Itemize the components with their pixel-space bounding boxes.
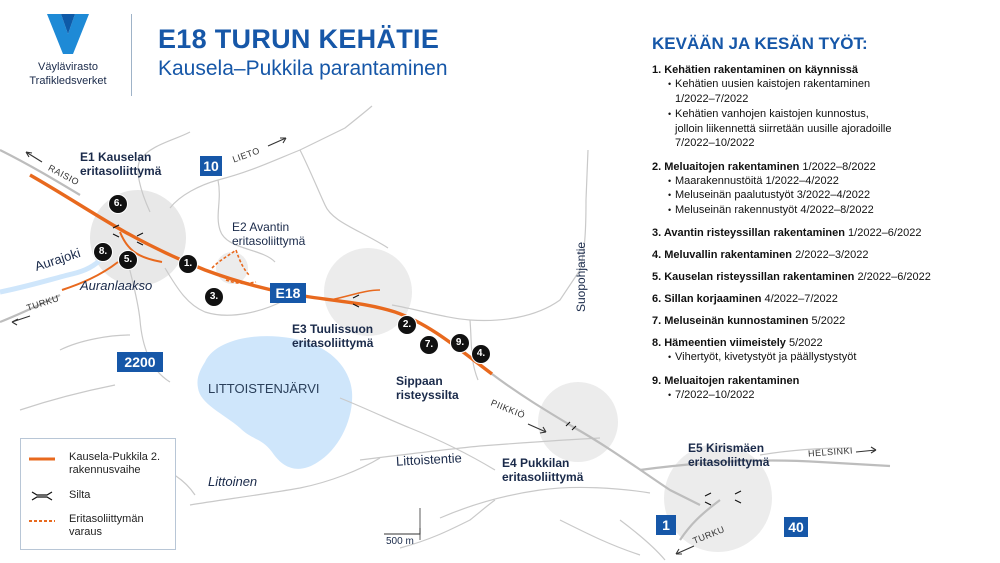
- bridge-icon: [29, 489, 55, 503]
- label-e3-line1: E3 Tuulissuon: [292, 322, 374, 336]
- work-date: 1/2022–8/2022: [802, 160, 876, 173]
- label-auranlaakso: Auranlaakso: [80, 278, 153, 293]
- label-sippaan-line2: risteyssilta: [396, 388, 459, 402]
- work-title: 8. Hämeentien viimeistely: [652, 337, 786, 349]
- work-date: 5/2022: [788, 337, 823, 349]
- work-sub: • 7/2022–10/2022: [668, 388, 992, 403]
- lake-littoistenjarvi: [197, 336, 352, 469]
- legend-reserve-label: Eritasoliittymän varaus: [69, 513, 144, 538]
- label-e5-line2: eritasoliittymä: [688, 455, 770, 469]
- marker-3[interactable]: 3.: [204, 287, 224, 307]
- work-item: [652, 249, 992, 261]
- brand: [8, 12, 128, 88]
- work-title: 4. Meluvallin rakentaminen: [652, 249, 792, 261]
- works-heading: KEVÄÄN JA KESÄN TYÖT:: [652, 34, 868, 53]
- label-littoinen: Littoinen: [208, 474, 258, 489]
- work-item: [652, 64, 992, 151]
- work-title: 1. Kehätien rakentaminen on käynnissä: [652, 64, 859, 76]
- work-title: 9. Meluaitojen rakentaminen: [652, 374, 800, 387]
- work-item: [652, 337, 992, 365]
- label-e4: [502, 456, 583, 484]
- vaylavirasto-logo-icon: [45, 12, 91, 56]
- page-subtitle: Kausela–Pukkila parantaminen: [158, 57, 448, 80]
- marker-1[interactable]: 1.: [178, 254, 198, 274]
- work-item: [652, 293, 992, 305]
- legend: [20, 438, 176, 550]
- work-title: 3. Avantin risteyssillan rakentaminen: [652, 227, 845, 239]
- work-item: [652, 375, 992, 403]
- dir-piikkio: PIIKKIÖ: [489, 397, 527, 421]
- work-date: 5/2022: [811, 315, 846, 327]
- interchange-area-e4: [538, 382, 618, 462]
- marker-2[interactable]: 2.: [397, 315, 417, 335]
- label-e5-line1: E5 Kirismäen: [688, 441, 765, 455]
- brand-name-fi: Väylävirasto: [38, 61, 98, 73]
- work-sub-cont: 7/2022–10/2022: [675, 137, 755, 149]
- work-sub: • Kehätien uusien kaistojen rakentaminen: [668, 77, 992, 92]
- label-aurajoki: Aurajoki: [32, 245, 83, 274]
- label-lake: LITTOISTENJÄRVI: [208, 381, 320, 396]
- label-e4-line2: eritasoliittymä: [502, 470, 584, 484]
- marker-6[interactable]: 6.: [108, 194, 128, 214]
- work-title: 5. Kauselan risteyssillan rakentaminen: [652, 271, 855, 283]
- work-title: 6. Sillan korjaaminen: [652, 293, 762, 305]
- work-item: [652, 161, 992, 218]
- work-sub: • Kehätien vanhojen kaistojen kunnostus,: [668, 107, 992, 122]
- reserve-swatch-icon: [29, 516, 55, 526]
- work-title: 2. Meluaitojen rakentaminen: [652, 160, 800, 173]
- header-divider: [131, 14, 132, 96]
- work-sub: • Maarakennustöitä 1/2022–4/2022: [668, 174, 992, 189]
- work-sub-cont: 1/2022–7/2022: [675, 92, 749, 105]
- work-sub-cont: jolloin liikennettä siirretään uusille ajoradoille: [675, 122, 892, 135]
- marker-9[interactable]: 9.: [450, 333, 470, 353]
- dir-lieto: LIETO: [231, 145, 262, 165]
- label-e4-line1: E4 Pukkilan: [502, 456, 570, 470]
- project-road-swatch-icon: [29, 454, 55, 464]
- legend-bridge-label: Silta: [69, 489, 91, 501]
- shield-road-2200: 2200: [117, 352, 163, 372]
- label-e2-line2: eritasoliittymä: [232, 234, 306, 248]
- marker-7[interactable]: 7.: [419, 335, 439, 355]
- legend-road-label: Kausela-Pukkila 2. rakennusvaihe: [69, 451, 161, 476]
- dir-helsinki: HELSINKI: [807, 445, 854, 459]
- work-item: [652, 227, 992, 239]
- work-item: [652, 271, 992, 283]
- label-suopohjantie: Suopohjantie: [574, 241, 589, 313]
- label-e1: [80, 150, 161, 178]
- marker-5[interactable]: 5.: [118, 250, 138, 270]
- scale-bar: [384, 528, 420, 534]
- shield-road-40: 40: [784, 517, 808, 537]
- label-e1-line2: eritasoliittymä: [80, 164, 162, 178]
- work-sub: • Meluseinän rakennustyöt 4/2022–8/2022: [668, 203, 992, 218]
- shield-road-1: 1: [656, 515, 676, 535]
- works-panel: [652, 34, 992, 412]
- work-date: 2/2022–3/2022: [795, 249, 869, 261]
- dir-turku-south: TURKU: [691, 524, 727, 546]
- label-littoistentie: Littoistentie: [395, 450, 463, 469]
- brand-name-sv: Trafikledsverket: [29, 75, 107, 87]
- dir-raisio: RAISIO: [46, 162, 81, 188]
- work-sub: • Vihertyöt, kivetystyöt ja päällystystyöt: [668, 350, 992, 365]
- label-e3: [292, 322, 373, 350]
- label-e2: [232, 220, 305, 248]
- label-e2-line1: E2 Avantin: [232, 220, 290, 234]
- dir-turku-west: TURKU: [25, 293, 61, 313]
- marker-4[interactable]: 4.: [471, 344, 491, 364]
- work-date: 1/2022–6/2022: [848, 227, 922, 239]
- label-e3-line2: eritasoliittymä: [292, 336, 374, 350]
- work-sub: • Meluseinän paalutustyöt 3/2022–4/2022: [668, 188, 992, 203]
- marker-8[interactable]: 8.: [93, 242, 113, 262]
- label-sippaan: [396, 374, 459, 402]
- page-title: E18 TURUN KEHÄTIE: [158, 24, 440, 54]
- shield-road-10: 10: [200, 156, 222, 176]
- work-date: 4/2022–7/2022: [764, 293, 838, 305]
- label-sippaan-line1: Sippaan: [396, 374, 443, 388]
- shield-e18: E18: [270, 283, 306, 303]
- work-title: 7. Meluseinän kunnostaminen: [652, 315, 809, 327]
- scale-label: 500 m: [386, 536, 414, 547]
- work-item: [652, 315, 992, 327]
- label-e1-line1: E1 Kauselan: [80, 150, 152, 164]
- label-e5: [688, 441, 769, 469]
- work-date: 2/2022–6/2022: [857, 271, 931, 283]
